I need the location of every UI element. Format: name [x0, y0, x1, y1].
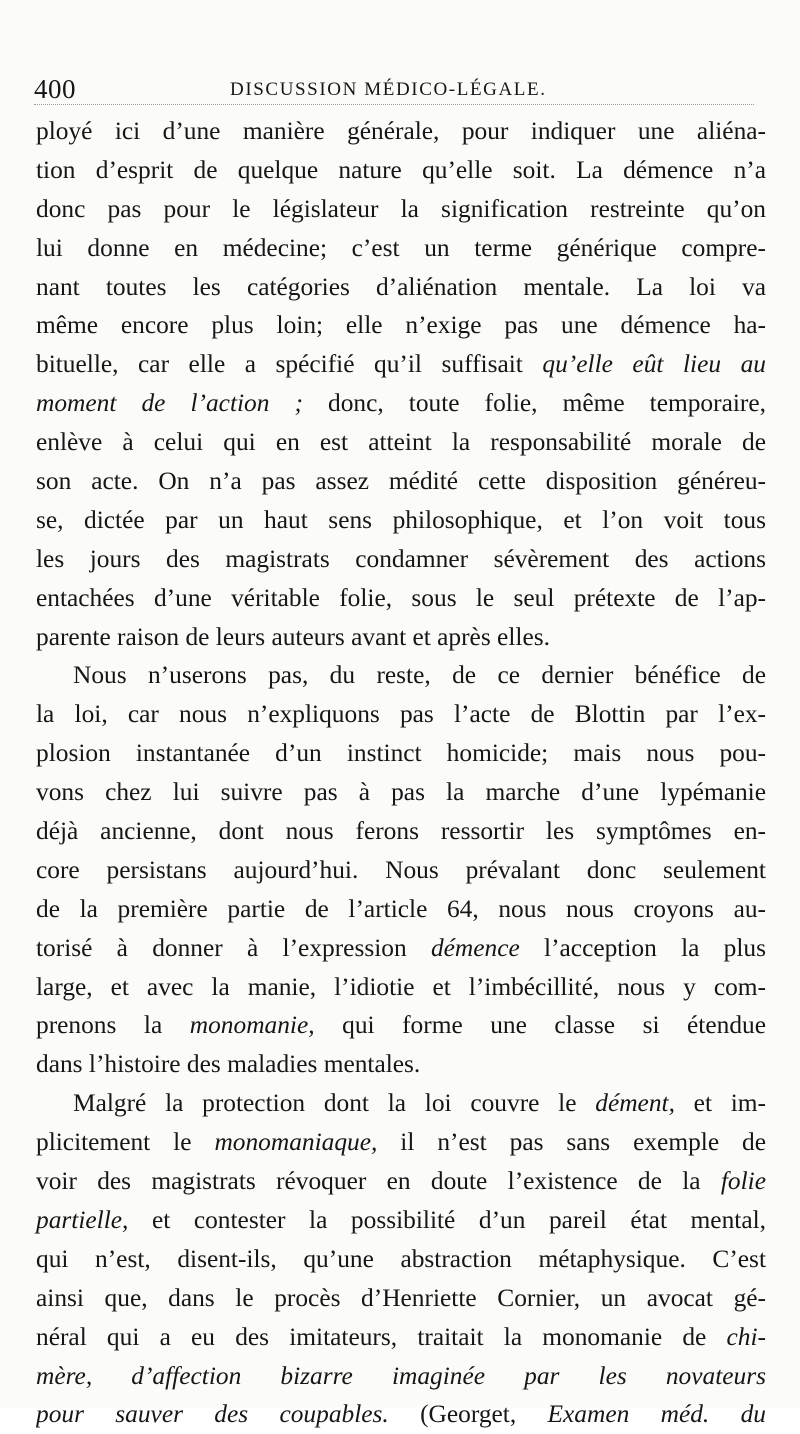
text-line	[36, 929, 766, 968]
italic-text: démence	[430, 933, 520, 962]
text-line	[36, 112, 766, 151]
text-line	[36, 968, 766, 1007]
text-line	[36, 1162, 766, 1201]
text-segment: de la première partie de l’article 64, nous nous croyons au-	[36, 894, 766, 923]
page-number: 400	[34, 74, 76, 104]
header-rule	[34, 104, 754, 105]
text-line	[36, 851, 766, 890]
text-line	[36, 773, 766, 812]
paragraph-first-line	[36, 1084, 766, 1123]
text-segment: néral qui a eu des imitateurs, traitait la monomanie de	[36, 1322, 727, 1351]
text-line	[36, 190, 766, 229]
text-line	[36, 579, 766, 618]
italic-text: monomaniaque,	[214, 1128, 378, 1157]
text-segment: core persistans aujourd’hui. Nous prévalant donc seulement	[36, 855, 766, 884]
text-line	[36, 1395, 766, 1434]
italic-text: partielle,	[36, 1205, 129, 1234]
text-segment: se, dictée par un haut sens philosophique, et l’on voit tous	[36, 505, 766, 534]
text-segment: large, et avec la manie, l’idiotie et l’imbécillité, nous y com-	[36, 972, 766, 1001]
text-line	[36, 1123, 766, 1162]
text-line	[36, 812, 766, 851]
text-segment: nant toutes les catégories d’aliénation mentale. La loi va	[36, 272, 766, 301]
text-line	[36, 1045, 766, 1084]
text-line	[36, 229, 766, 268]
text-segment: lui donne en médecine; c’est un terme générique compre-	[36, 233, 766, 262]
text-line	[36, 1357, 766, 1396]
text-line	[36, 268, 766, 307]
text-segment: l’acception la plus	[519, 933, 767, 962]
italic-text: dément,	[595, 1089, 675, 1118]
text-line	[36, 462, 766, 501]
text-line	[36, 423, 766, 462]
text-segment: les jours des magistrats condamner sévèrement des actions	[36, 544, 766, 573]
text-segment: torisé à donner à l’expression	[36, 933, 431, 962]
text-line	[36, 306, 766, 345]
text-line	[36, 151, 766, 190]
text-line	[36, 695, 766, 734]
text-segment: (Georget,	[388, 1400, 548, 1429]
text-segment: et im-	[674, 1089, 767, 1118]
text-segment: qui forme une classe si étendue	[314, 1011, 766, 1040]
text-segment: tion d’esprit de quelque nature qu’elle soit. La démence n’a	[36, 155, 766, 184]
text-line	[36, 1201, 766, 1240]
text-line	[36, 618, 766, 657]
italic-text: moment de l’action ;	[36, 389, 303, 418]
text-line	[36, 345, 766, 384]
text-segment: déjà ancienne, dont nous ferons ressortir les symptômes en-	[36, 817, 766, 846]
text-segment: dans l’histoire des maladies mentales.	[36, 1050, 421, 1079]
text-line	[36, 1279, 766, 1318]
text-segment: voir des magistrats révoquer en doute l’existence de la	[36, 1167, 721, 1196]
text-line	[36, 890, 766, 929]
text-segment: entachées d’une véritable folie, sous le seul prétexte de l’ap-	[36, 583, 766, 612]
text-segment: la loi, car nous n’expliquons pas l’acte de Blottin par l’ex-	[36, 700, 766, 729]
text-segment: Malgré la protection dont la loi couvre le	[73, 1089, 596, 1118]
text-segment: Nous n’userons pas, du reste, de ce dernier bénéfice de	[73, 661, 766, 690]
paragraph-first-line	[36, 656, 766, 695]
text-segment: plosion instantanée d’un instinct homicide; mais nous pou-	[36, 739, 766, 768]
italic-text: chi-	[726, 1322, 766, 1351]
text-line	[36, 1318, 766, 1357]
text-segment: ployé ici d’une manière générale, pour indiquer une aliéna-	[36, 117, 766, 145]
italic-text: pour sauver des coupables.	[36, 1400, 389, 1429]
text-segment: il n’est pas sans exemple de	[377, 1128, 767, 1157]
text-line	[36, 1240, 766, 1279]
text-segment: ainsi que, dans le procès d’Henriette Cornier, un avocat gé-	[36, 1283, 766, 1312]
italic-text: folie	[720, 1167, 766, 1196]
text-segment: bituelle, car elle a spécifié qu’il suffisait	[36, 350, 543, 379]
italic-text: mère, d’affection bizarre imaginée par les novateurs	[36, 1361, 766, 1390]
text-segment: prenons la	[36, 1011, 190, 1040]
text-segment: qui n’est, disent-ils, qu’une abstraction métaphysique. C’est	[36, 1244, 766, 1273]
text-segment: donc, toute folie, même temporaire,	[302, 389, 766, 418]
body-text	[36, 112, 766, 1434]
text-segment: enlève à celui qui en est atteint la responsabilité morale de	[36, 428, 766, 457]
text-segment: et contester la possibilité d’un pareil état mental,	[128, 1205, 766, 1234]
text-segment: son acte. On n’a pas assez médité cette disposition généreu-	[36, 467, 766, 496]
italic-text: Examen méd. du	[547, 1400, 766, 1429]
text-segment: plicitement le	[36, 1128, 215, 1157]
italic-text: monomanie,	[189, 1011, 315, 1040]
running-head	[34, 70, 754, 104]
text-line	[36, 540, 766, 579]
text-line	[36, 384, 766, 423]
running-title: DISCUSSION MÉDICO-LÉGALE.	[230, 79, 547, 100]
text-segment: donc pas pour le législateur la signification restreinte qu’on	[36, 194, 766, 223]
text-line	[36, 1006, 766, 1045]
text-segment: même encore plus loin; elle n’exige pas une démence ha-	[36, 311, 766, 340]
text-line	[36, 501, 766, 540]
text-segment: vons chez lui suivre pas à pas la marche d’une lypémanie	[36, 778, 766, 807]
italic-text: qu’elle eût lieu au	[542, 350, 766, 379]
text-line	[36, 734, 766, 773]
text-segment: parente raison de leurs auteurs avant et après elles.	[36, 622, 550, 651]
